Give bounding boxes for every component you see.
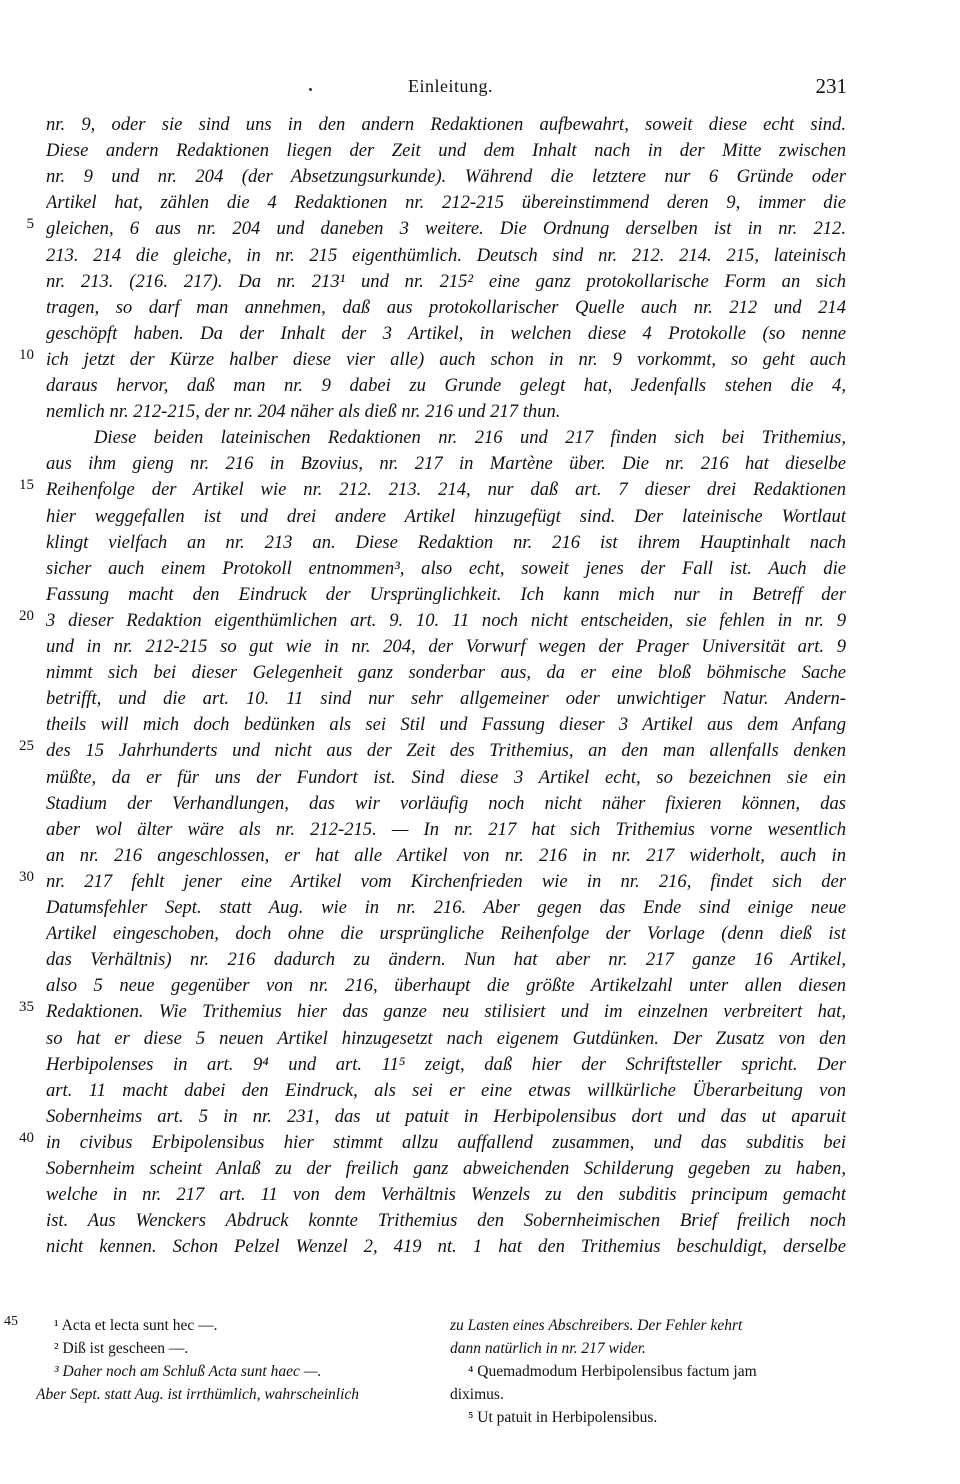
footnote-line: ⁴ Quemadmodum Herbipolensibus factum jam bbox=[468, 1363, 757, 1380]
line-number: 40 bbox=[19, 1129, 34, 1146]
text-line: welche in nr. 217 art. 11 von dem Verhältnis Wenzels zu den subditis principum gemacht bbox=[46, 1184, 846, 1206]
text-line: ich jetzt der Kürze halber diese vier alle) auch schon in nr. 9 vorkommt, so geht auch bbox=[46, 348, 846, 370]
footnote-line: ² Diß ist gescheen —. bbox=[54, 1340, 189, 1357]
text-line: Artikel eingeschoben, doch ohne die ursprüngliche Reihenfolge der Vorlage (denn dieß ist bbox=[46, 923, 846, 945]
footnote-line-number: 45 bbox=[4, 1314, 18, 1329]
text-line: 213. 214 die gleiche, in nr. 215 eigenthümlich. Deutsch sind nr. 212. 214. 215, lateinisch bbox=[46, 244, 846, 266]
text-line: so hat er diese 5 neuen Artikel hinzugesetzt nach eigenem Gutdünken. Der Zusatz von den bbox=[46, 1027, 846, 1049]
text-line: Datumsfehler Sept. statt Aug. wie in nr. 216. Aber gegen das Ende sind einige neue bbox=[46, 897, 846, 918]
page-number: 231 bbox=[815, 74, 847, 98]
line-number: 35 bbox=[19, 999, 34, 1016]
footnotes-right-column bbox=[450, 1314, 844, 1429]
text-line: aber wol älter wäre als nr. 212-215. — In nr. 217 hat sich Trithemius vorne wesentlich bbox=[46, 818, 846, 840]
text-line: nr. 9 und nr. 204 (der Absetzungsurkunde). Während die letztere nur 6 Gründe oder bbox=[46, 166, 846, 188]
text-line: tragen, so darf man annehmen, daß aus protokollarischer Quelle auch nr. 212 und 214 bbox=[46, 296, 846, 318]
text-line: nr. 213. (216. 217). Da nr. 213¹ und nr. 215² eine ganz protokollarische Form an sich bbox=[46, 270, 846, 292]
text-line: an nr. 216 angeschlossen, er hat alle Artikel von nr. 216 in nr. 217 widerholt, auch in bbox=[46, 844, 846, 866]
text-line: art. 11 macht dabei den Eindruck, als sei er eine etwas willkürliche Überarbeitung von bbox=[46, 1079, 846, 1101]
footnote-line: ⁵ Ut patuit in Herbipolensibus. bbox=[468, 1409, 658, 1426]
footnotes bbox=[0, 1314, 960, 1434]
text-line: sicher auch einem Protokoll entnommen³, also echt, soweit jenes der Fall ist. Auch die bbox=[46, 557, 846, 579]
text-line: also 5 neue gegenüber von nr. 216, überhaupt die größte Artikelzahl unter allen diesen bbox=[46, 975, 846, 997]
footnote-line: ³ Daher noch am Schluß Acta sunt haec —. bbox=[54, 1363, 322, 1380]
footnote-line: Aber Sept. statt Aug. ist irrthümlich, wahrscheinlich bbox=[36, 1386, 360, 1403]
text-line: Herbipolenses in art. 9⁴ und art. 11⁵ zeigt, daß hier der Schriftsteller spricht. Der bbox=[46, 1053, 846, 1075]
text-line: des 15 Jahrhunderts und nicht aus der Zeit des Trithemius, an den man allenfalls denken bbox=[46, 740, 846, 762]
text-line: Diese andern Redaktionen liegen der Zeit und dem Inhalt nach in der Mitte zwischen bbox=[46, 140, 846, 162]
line-number: 5 bbox=[26, 216, 34, 233]
text-line: Reihenfolge der Artikel wie nr. 212. 213. 214, nur daß art. 7 dieser drei Redaktionen bbox=[46, 479, 846, 501]
running-title: Einleitung. bbox=[408, 76, 493, 96]
footnote-line: zu Lasten eines Abschreibers. Der Fehler kehrt bbox=[450, 1317, 743, 1334]
text-line: klingt vielfach an nr. 213 an. Diese Redaktion nr. 216 ist ihrem Hauptinhalt nach bbox=[46, 531, 846, 553]
text-line: Stadium der Verhandlungen, das wir vorläufig noch nicht näher fixieren können, das bbox=[46, 792, 846, 814]
footnotes-left-column bbox=[36, 1314, 428, 1406]
text-line: Sobernheims art. 5 in nr. 231, das ut patuit in Herbipolensibus dort und das ut aparuit bbox=[46, 1105, 846, 1127]
text-line: und in nr. 212-215 so gut wie in nr. 204, der Vorwurf wegen der Prager Universität art. 9 bbox=[46, 636, 846, 657]
text-line: Artikel hat, zählen die 4 Redaktionen nr. 212-215 übereinstimmend deren 9, immer die bbox=[46, 192, 846, 214]
text-line: Sobernheim scheint Anlaß zu der freilich ganz abweichenden Schilderung gegeben zu haben, bbox=[46, 1158, 846, 1179]
line-number: 15 bbox=[19, 477, 34, 494]
text-line: in civibus Erbipolensibus hier stimmt allzu auffallend zusammen, und das subditis bei bbox=[46, 1131, 846, 1153]
text-line: das Verhältnis) nr. 216 dadurch zu ändern. Nun hat aber nr. 217 ganze 16 Artikel, bbox=[46, 949, 846, 971]
text-line: betrifft, und die art. 10. 11 sind nur sehr allgemeiner oder unwichtiger Natur. Andern- bbox=[46, 688, 846, 710]
text-line: müßte, da er für uns der Fundort ist. Sind diese 3 Artikel echt, so bezeichnen sie ein bbox=[46, 766, 846, 788]
text-line: Diese beiden lateinischen Redaktionen nr. 216 und 217 finden sich bei Trithemius, bbox=[94, 427, 846, 449]
text-line: nimmt sich bei dieser Gelegenheit ganz sonderbar aus, da er eine bloß böhmische Sache bbox=[46, 662, 846, 684]
text-line: nemlich nr. 212-215, der nr. 204 näher als dieß nr. 216 und 217 thun. bbox=[46, 401, 561, 423]
text-line: daraus hervor, daß man nr. 9 dabei zu Grunde gelegt hat, Jedenfalls stehen die 4, bbox=[46, 375, 846, 396]
text-line: Fassung macht den Eindruck der Ursprünglichkeit. Ich kann mich nur in Betreff der bbox=[46, 583, 846, 605]
text-line: 3 dieser Redaktion eigenthümlichen art. 9. 10. 11 noch nicht entscheiden, sie fehlen in nr. 9 bbox=[46, 609, 846, 631]
line-number: 25 bbox=[19, 738, 34, 755]
text-line: hier weggefallen ist und drei andere Artikel hinzugefügt sind. Der lateinische Wortlaut bbox=[46, 505, 846, 527]
running-head bbox=[0, 74, 960, 104]
text-line: nicht kennen. Schon Pelzel Wenzel 2, 419 nt. 1 hat den Trithemius beschuldigt, derselbe bbox=[46, 1236, 846, 1258]
line-number: 10 bbox=[19, 346, 34, 363]
footnote-line: diximus. bbox=[450, 1386, 504, 1403]
text-line: theils will mich doch bedünken als sei Stil und Fassung dieser 3 Artikel aus dem Anfang bbox=[46, 714, 846, 736]
text-line: nr. 9, oder sie sind uns in den andern Redaktionen aufbewahrt, soweit diese echt sind. bbox=[46, 114, 846, 135]
text-line: nr. 217 fehlt jener eine Artikel vom Kirchenfrieden wie in nr. 216, findet sich der bbox=[46, 870, 846, 892]
footnote-line: dann natürlich in nr. 217 wider. bbox=[450, 1340, 646, 1357]
text-line: geschöpft haben. Da der Inhalt der 3 Artikel, in welchen diese 4 Protokolle (so nenne bbox=[46, 322, 846, 344]
text-line: gleichen, 6 aus nr. 204 und daneben 3 weitere. Die Ordnung derselben ist in nr. 212. bbox=[46, 218, 846, 240]
footnote-line: ¹ Acta et lecta sunt hec —. bbox=[54, 1317, 218, 1334]
line-number: 30 bbox=[19, 868, 34, 885]
text-line: Redaktionen. Wie Trithemius hier das ganze neu stilisiert und im einzelnen verbreitert hat, bbox=[46, 1001, 846, 1023]
text-line: ist. Aus Wenckers Abdruck konnte Trithemius den Sobernheimischen Brief freilich noch bbox=[46, 1210, 846, 1232]
line-number: 20 bbox=[19, 607, 34, 624]
text-line: aus ihm gieng nr. 216 in Bzovius, nr. 217 in Martène über. Die nr. 216 hat dieselbe bbox=[46, 453, 846, 475]
